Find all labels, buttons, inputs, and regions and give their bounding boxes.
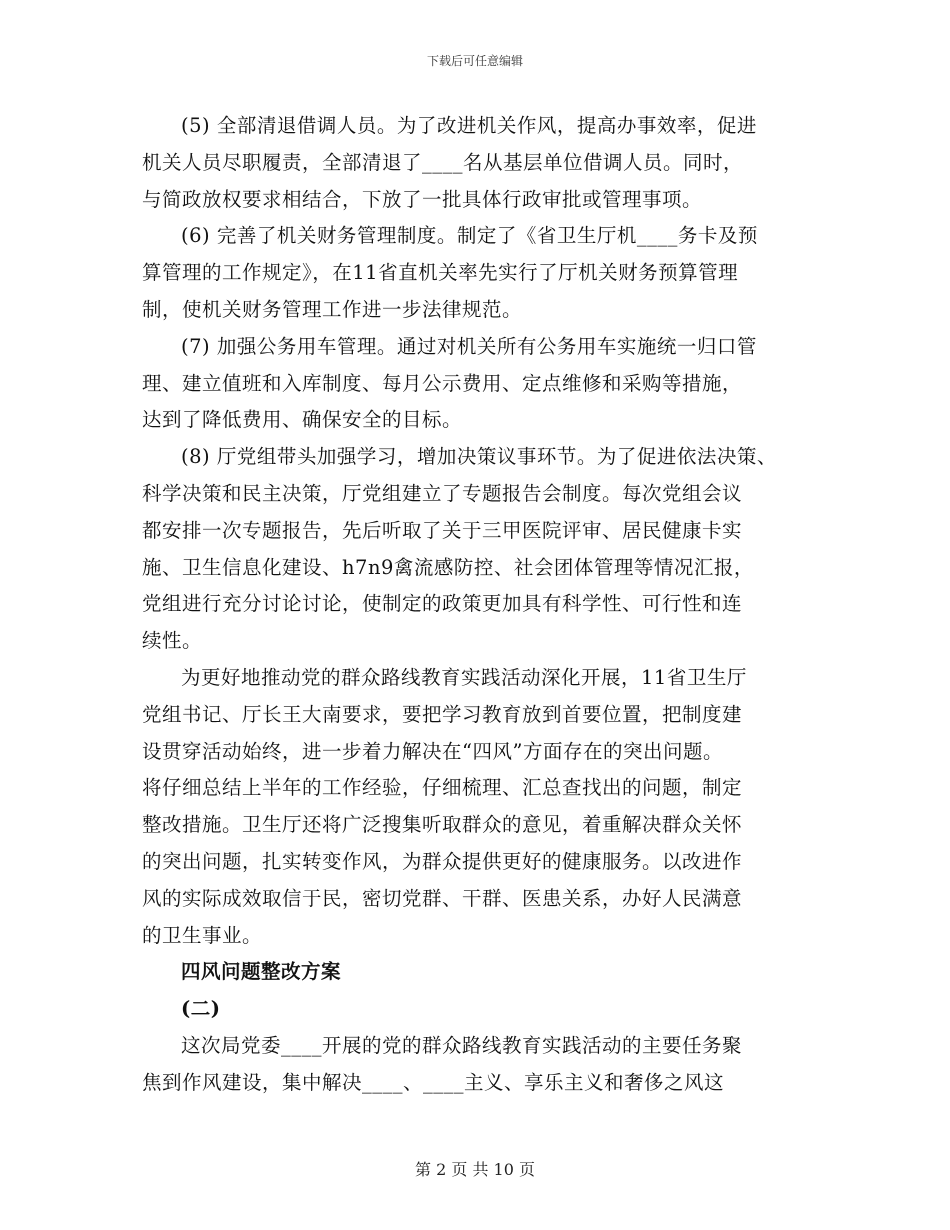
text-line: 设贯穿活动始终，进一步着力解决在“四风”方面存在的突出问题。 [142, 739, 723, 763]
text-line: 的卫生事业。 [142, 923, 263, 947]
text-line: 为更好地推动党的群众路线教育实践活动深化开展，11省卫生厅 [181, 665, 747, 689]
text-line: (5) 全部清退借调人员。为了改进机关作风，提高办事效率，促进 [181, 114, 757, 137]
paragraph-final [142, 1028, 822, 1102]
text-line: 焦到作风建设，集中解决____、____主义、享乐主义和奢侈之风这 [142, 1070, 725, 1094]
text-line: 制，使机关财务管理工作进一步法律规范。 [142, 297, 523, 321]
text-line: 都安排一次专题报告，先后听取了关于三甲医院评审、居民健康卡实 [142, 518, 743, 542]
text-line: 风的实际成效取信于民，密切党群、干群、医患关系，办好人民满意 [142, 886, 743, 910]
text-line: 理、建立值班和入库制度、每月公示费用、定点维修和采购等措施， [142, 371, 743, 395]
section-number: (二) [181, 997, 221, 1021]
text-line: 施、卫生信息化建设、h7n9禽流感防控、社会团体管理等情况汇报， [142, 555, 754, 579]
text-line: 与简政放权要求相结合，下放了一批具体行政审批或管理事项。 [142, 187, 703, 211]
text-line: 整改措施。卫生厅还将广泛搜集听取群众的意见，着重解决群众关怀 [142, 813, 743, 837]
text-line: 党组进行充分讨论讨论，使制定的政策更加具有科学性、可行性和连 [142, 592, 743, 616]
text-line: 的突出问题，扎实转变作风，为群众提供更好的健康服务。以改进作 [142, 849, 743, 873]
text-line: 算管理的工作规定》，在11省直机关率先实行了厅机关财务预算管理 [142, 261, 739, 285]
text-line: (8) 厅党组带头加强学习，增加决策议事环节。为了促进依法决策、 [181, 445, 777, 469]
paragraph-5 [142, 108, 822, 218]
section-title: 四风问题整改方案 [181, 960, 342, 984]
text-line: (6) 完善了机关财务管理制度。制定了《省卫生厅机____务卡及预 [181, 224, 758, 248]
text-line: 科学决策和民主决策，厅党组建立了专题报告会制度。每次党组会议 [142, 481, 743, 505]
text-line: 达到了降低费用、确保安全的目标。 [142, 408, 463, 432]
paragraph-7 [142, 329, 822, 439]
text-line: 将仔细总结上半年的工作经验，仔细梳理、汇总查找出的问题，制定 [142, 776, 743, 800]
text-line: 党组书记、厅长王大南要求，要把学习教育放到首要位置，把制度建 [142, 702, 743, 726]
paragraph-8 [142, 439, 822, 660]
paragraph-6 [142, 218, 822, 328]
text-line: 续性。 [142, 629, 203, 653]
page-footer: 第 2 页 共 10 页 [415, 1160, 535, 1179]
document-body [142, 108, 822, 1102]
text-line: 这次局党委____开展的党的群众路线教育实践活动的主要任务聚 [181, 1033, 743, 1057]
text-line: (7) 加强公务用车管理。通过对机关所有公务用车实施统一归口管 [181, 334, 757, 358]
text-line: 机关人员尽职履责，全部清退了____名从基层单位借调人员。同时， [142, 150, 744, 174]
paragraph-summary [142, 660, 822, 954]
page-header: 下载后可任意编辑 [426, 54, 523, 68]
